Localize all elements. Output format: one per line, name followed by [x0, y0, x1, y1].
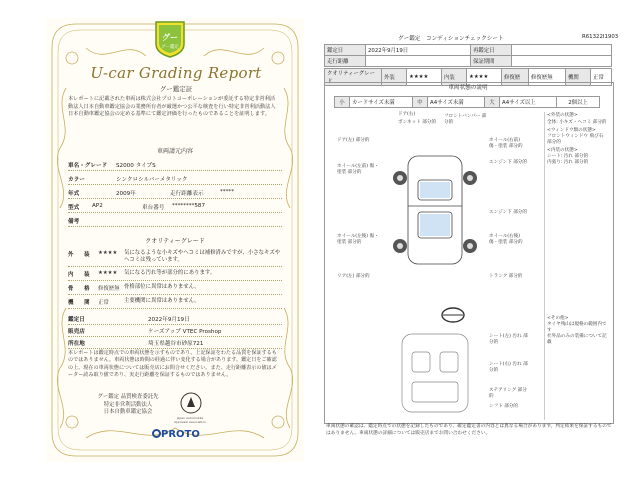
note-inside-3: ステアリング 部分的: [489, 388, 527, 399]
note-top-1: ドア(右): [398, 112, 416, 117]
car-top-view-diagram: [380, 150, 490, 270]
note-right-1: ホイール(右前) 傷・塗装 部分的: [489, 138, 523, 149]
info-row-address: 所在地 埼玉県越谷市砂原721: [68, 336, 282, 349]
vehicle-row-remarks: 備考: [68, 214, 282, 227]
note-right-3: エンジン下 部分的: [489, 210, 527, 215]
quality-section-title: クオリティーグレード: [145, 238, 205, 245]
goo-badge-icon: [153, 20, 187, 58]
vehicle-row-name: 車名・グレード S2000 タイプS: [68, 158, 282, 171]
vehicle-row-year: 年式 2009年 走行距離表示 *****: [68, 186, 282, 199]
certificate-intro: 本レポートに記載された車両は株式会社プロトコーポレーションが委託する特定非営利活動法人日本自動車鑑定協会の業務所有者が厳選かつ公平な検査を行い特定非営利活動法人日本自動車鑑定協会の定める基準にて鑑定評価を行ったものであることを証明します。: [68, 96, 276, 118]
certificate-subtitle: グー鑑定証: [159, 85, 193, 93]
jaaa-logo-icon: [180, 392, 202, 414]
car-interior-diagram: [392, 330, 478, 416]
quality-row-exterior: 外 装 ★★★★ 気になるような小キズやヘコミは補修済みですが、小さなキズやヘコミは残っています。: [68, 246, 282, 267]
note-right-4: ホイール(右後) 傷・塗装 部分的: [489, 234, 523, 245]
quality-row-frame: 骨 格 修復歴無 骨格部位に異常はありません。: [68, 280, 282, 295]
note-right-5: トランク 部分的: [489, 274, 523, 279]
note-left-2: ホイール(左前) 傷・塗装 部分的: [337, 164, 379, 175]
info-row-dealer: 販売店 ケーズアップ VTEC Proshop: [68, 324, 282, 337]
sheet-header-table: 鑑定日 2022年9月19日 再鑑定日 走行距離 保証期間: [324, 44, 612, 67]
quality-grade-table: クオリティーグレード 外装 ★★★★ 内装 ★★★★ 修復歴 修復歴無 機関 正常: [324, 68, 612, 86]
diagram-title: 車両状態の説明: [448, 85, 488, 91]
note-top-2: ボンネット 部分的: [398, 120, 437, 125]
svg-text:グー: グー: [162, 33, 178, 42]
sheet-bottom-note: 車両状態の確認は、鑑定時点での状態を記録したものであり、確定鑑定書の内容とは異なる場合があります。判定結果を保証するものではありません。車両状態の詳細については販売店までお問い合わせください。: [326, 424, 612, 436]
damage-legend-table: 小 カードサイズ未満 中 A4サイズ未満 大 A4サイズ以上 2個以上: [334, 96, 600, 108]
svg-text:グー鑑定: グー鑑定: [161, 45, 179, 50]
certificate-note: 本レポートは鑑定時点での車両状態を示すものであり、上記保証をわたる品質を保証するものではありません。車両状態は時間の経過に伴い変化する場合があります。鑑定日をご確認の上、現在の車両状態については販売店にお問合せください。また、走行距離表示の値はメーター読み取り値であり、実走行距離を保証するものではありません。: [68, 350, 277, 378]
jaaa-caption: Japan Automobile Appraisal Association: [173, 416, 207, 424]
sheet-doc-id: R61322I1903: [582, 34, 619, 40]
note-left-1: ドア(左) 部分的: [337, 138, 370, 143]
note-top-3: フロントバンパー 部分的: [444, 114, 487, 125]
proto-logo: PROTO: [152, 429, 200, 440]
vehicle-section-title: 車両請元内容: [156, 148, 193, 155]
certificate-footer: グー鑑定 品質検査委託先 特定非営利活動法人 日本自動車鑑定協会: [97, 394, 159, 416]
vehicle-row-color: カラー シンクロシルバーメタリック: [68, 172, 282, 185]
condition-notes-column: <外装の状態> 全体: 小キズ・ヘコミ 部分的 <ウィンドウ類の状態> フロントウィンドウ 飛び石 部分的 <内装の状態> シート: 汚れ 部分的 内張り: 汚れ 部分的 <その他> タイヤ残山は規格の範囲内です 社外品のみの装備について記載: [544, 112, 611, 420]
quality-row-interior: 内 装 ★★★★ 気になる汚れ等が部分的にあります。: [68, 266, 282, 281]
certificate-title: U-car Grading Report: [90, 64, 262, 82]
quality-row-engine: 機 関 正常 主要機関に異常はありません。: [68, 294, 282, 309]
note-inside-1: シート(左) 汚れ 部分的: [489, 334, 528, 345]
vehicle-row-model: 型式 AP2 車台番号 ********587: [68, 200, 282, 213]
note-left-3: ホイール(左後) 傷・塗装 部分的: [337, 234, 379, 245]
note-inside-2: シート(右) 汚れ 部分的: [489, 362, 528, 373]
star-rating: ★★★★: [98, 270, 118, 276]
note-left-4: リア(左) 部分的: [337, 274, 370, 279]
note-inside-4: シフト 部分的: [489, 404, 519, 409]
note-right-2: エンジン下 部分的: [489, 160, 527, 165]
proto-mark-icon: [152, 429, 161, 438]
info-row-date: 鑑定日 2022年9月19日: [68, 312, 282, 325]
star-rating: ★★★★: [98, 250, 118, 256]
steering-wheel-icon: [440, 306, 466, 324]
sheet-title: グー鑑定 コンディションチェックシート: [398, 36, 504, 42]
